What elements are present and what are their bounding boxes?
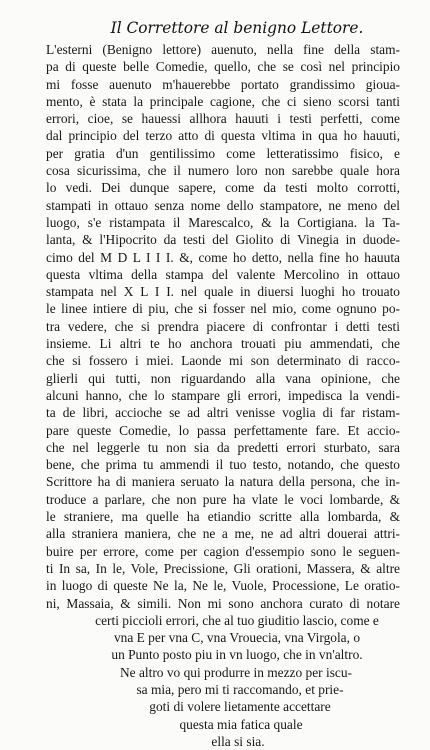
text-line: ni, Massaia, & simili. Non mi sono anchora curato di notare <box>46 595 400 611</box>
text-line: le straniere, ma quelle ha etiandio scritte alla lombarda, & <box>46 509 400 525</box>
text-line: troduce a parlare, che non pure ha vlate le voci lombarde, & <box>46 491 400 507</box>
text-line: goti di volere lietamente accettare <box>149 699 331 715</box>
text-line: luogo, s'e ristampata il Marescalco, & la Cortigiana. la Ta- <box>46 214 400 230</box>
text-line: sa mia, pero mi ti raccomando, et prie- <box>136 681 344 697</box>
text-line: mi fosse auenuto m'hauerebbe portato grandissimo gioua- <box>46 76 400 92</box>
text-line: per gratia d'un gentilissimo come letteratissimo fisico, e <box>46 145 400 161</box>
text-line: che nel leggerle tu non sia da predetti errori sturbato, sara <box>46 439 400 455</box>
text-line: un Punto posto piu in vn luogo, che in vn'altro. <box>111 647 363 663</box>
text-line: Ne altro vo qui produrre in mezzo per iscu- <box>119 664 353 680</box>
text-line: pare queste Comedie, lo passa perfettamente fare. Et accio- <box>46 422 400 438</box>
text-line: alcuni hanno, che lo stampare gli errori, impedisca la vendi- <box>46 387 400 403</box>
text-line: tra vedere, che si prendra piacere di confrontar i detti testi <box>46 318 400 334</box>
text-line: Scrittore ha di maniera seruato la natura della persona, che in- <box>46 474 400 490</box>
text-line: le linee intiere di piu, che si fosser nel mio, come ognuno po- <box>46 301 400 317</box>
text-line: questa mia fatica quale <box>179 716 303 732</box>
text-line: ella si sia. <box>211 733 265 749</box>
body-text <box>46 41 400 750</box>
text-line: glierli qui tutti, non riguardando alla vana opinione, che <box>46 370 400 386</box>
text-line: dal principio del terzo atto di questa vltima in qua ho hauuti, <box>46 128 400 144</box>
text-line: stampata nel X L I I. nel quale in diuersi luoghi ho trouato <box>46 284 400 300</box>
text-line: ta de libri, accioche se ad altri venisse voglia di far ristam- <box>46 405 400 421</box>
text-line: cimo del M D L I I I. &, come ho detto, nella fine ho hauuta <box>46 249 400 265</box>
text-line: pa di queste belle Comedie, quello, che se così nel principio <box>46 59 400 75</box>
text-line: vna E per vna C, vna Vrouecia, vna Virgola, o <box>113 630 361 646</box>
page-heading: Il Correttore al benigno Lettore. <box>110 19 364 37</box>
text-line: cosa sicurissima, che il numero loro non sarebbe quale hora <box>46 163 400 179</box>
text-line: alla straniera maniera, che ne a me, ne ad altri douerai attri- <box>46 526 400 542</box>
text-line: mento, è stata la principale cagione, che ci sieno scorsi tanti <box>46 93 400 109</box>
text-line: ti In sa, In le, Vole, Precissione, Gli orationi, Massera, & altre <box>46 560 400 576</box>
text-line: stampati in ottauo senza nome dello stampatore, ne meno del <box>46 197 400 213</box>
text-line: L'esterni (Benigno lettore) auenuto, nella fine della stam- <box>46 42 400 57</box>
text-line: certi piccioli errori, che al tuo giuditio lascio, come e <box>95 612 379 628</box>
text-line: che si fossero i miei. Laonde mi son determinato di racco- <box>46 353 400 369</box>
text-line: buire per errore, come per cagion d'essempio sono le seguen- <box>46 543 400 559</box>
text-line: insieme. Li altri te ho anchora trouati piu ammendati, che <box>46 336 400 352</box>
text-line: in luogo di queste Ne la, Ne le, Vuole, Processione, Le oratio- <box>46 578 400 594</box>
text-line: lanta, & l'Hipocrito da testi del Giolito di Vinegia in duode- <box>46 232 400 248</box>
text-line: bene, che prima tu ammendi il tuo testo, notando, che questo <box>46 457 400 473</box>
text-line: lo vedi. Dei dunque sapere, come da testi molto corrotti, <box>46 180 400 196</box>
text-line: questa vltima della stampa del valente Mercolino in ottauo <box>46 266 400 282</box>
text-line: errori, cioe, se hauessi allhora hauuti i testi perfetti, come <box>46 111 400 127</box>
